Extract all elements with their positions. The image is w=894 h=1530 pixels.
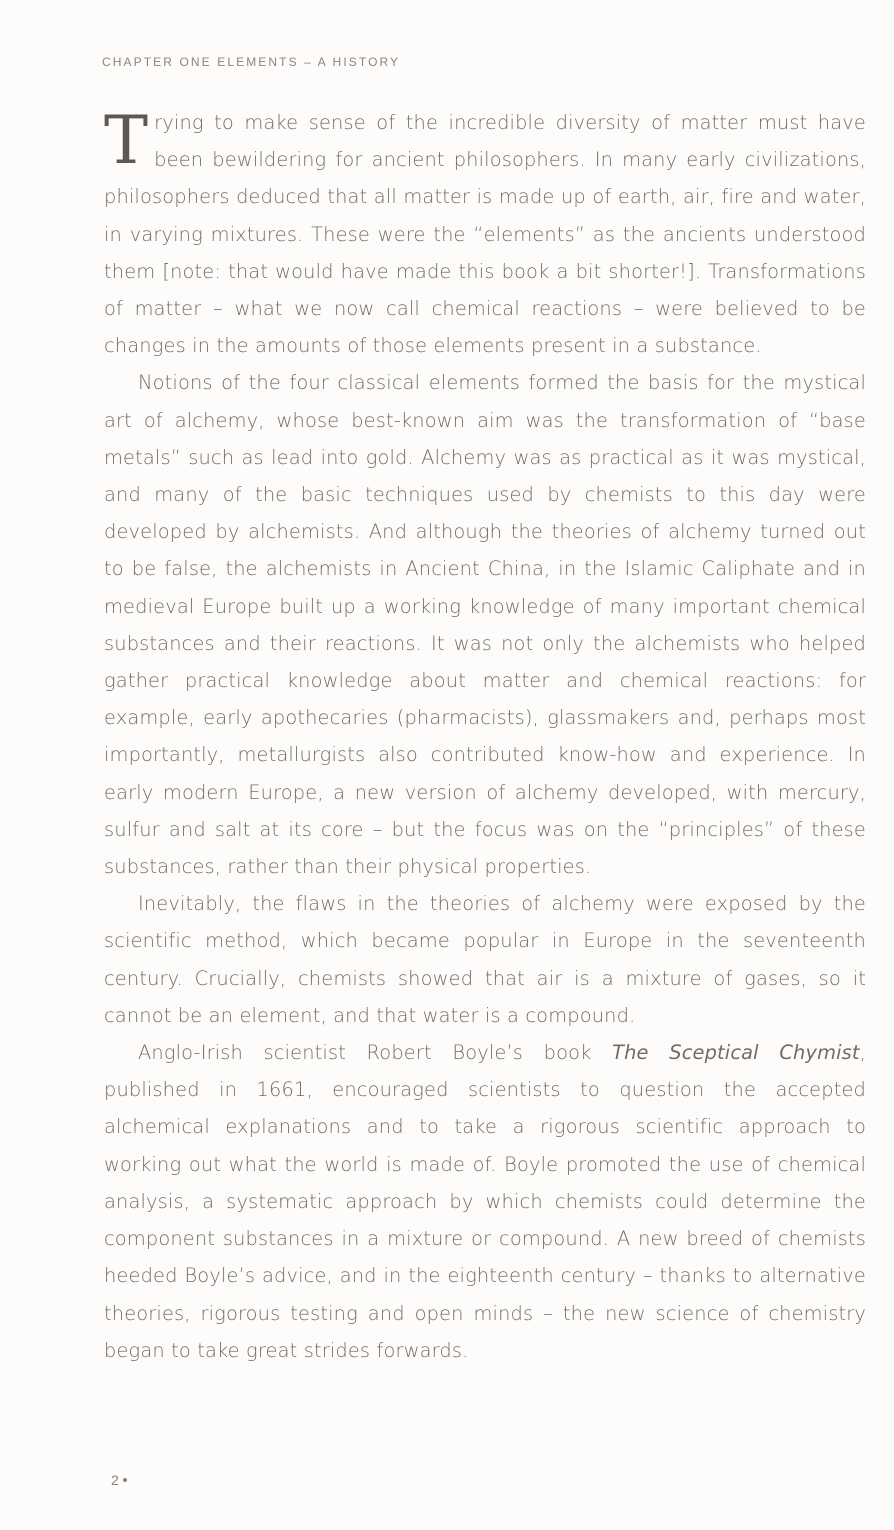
paragraph-3: Inevitably, the flaws in the theories of alchemy were exposed by the scientific method, which became popular in Europe in the seventeenth century. Crucially, chemists showed that air is a mixture of gases, so it cannot be an element, and that water is a compound. (104, 892, 866, 1027)
running-head: CHAPTER ONE ELEMENTS – A HISTORY (102, 55, 401, 69)
page-number (111, 1472, 127, 1488)
paragraph-4-text-after: , published in 1661, encouraged scientists to question the accepted alchemical explanations and to take a rigorous scientific approach to working out what the world is made of. Boyle promoted the use of chemical analysis, a systematic approach by which chemists could determine the component substances in a mixture or compound. A new breed of chemists heeded Boyle’s advice, and in the eighteenth century – thanks to alternative theories, rigorous testing and open minds – the new science of chemistry began to take great strides forwards. (104, 1041, 866, 1362)
paragraph-1 (104, 104, 866, 364)
book-title: The Sceptical Chymist (612, 1041, 860, 1065)
paragraph-2: Notions of the four classical elements formed the basis for the mystical art of alchemy, whose best-known aim was the transformation of “base metals” such as lead into gold. Alchemy was as practical as it was mystical, and many of the basic techniques used by chemists to this day were developed by alchemists. And although the theories of alchemy turned out to be false, the alchemists in Ancient China, in the Islamic Caliphate and in medieval Europe built up a working knowledge of many important chemical substances and their reactions. It was not only the alchemists who helped gather practical knowledge about matter and chemical reactions: for example, early apothecaries (pharmacists), glassmakers and, perhaps most importantly, metallurgists also contributed know-how and experience. In early modern Europe, a new version of alchemy developed, with mercury, sulfur and salt at its core – but the focus was on the “principles” of these substances, rather than their physical properties. (104, 371, 866, 879)
drop-cap: T (104, 102, 149, 179)
folio-bullet-icon (123, 1478, 127, 1482)
page-number-value: 2 (111, 1472, 119, 1488)
paragraph-4-text-before: Anglo-Irish scientist Robert Boyle’s book (138, 1041, 613, 1065)
paragraph-1-text: rying to make sense of the incredible diversity of matter must have been bewildering for ancient philosophers. In many early civilizations, philosophers deduced that all matter is made up of earth, air, fire and water, in varying mixtures. These were the “elements” as the ancients understood them [note: that would have made this book a bit shorter!]. Transformations of matter – what we now call chemical reactions – were believed to be changes in the amounts of those elements present in a substance. (104, 111, 866, 358)
body-text (104, 104, 866, 1369)
paragraph-4 (104, 1034, 866, 1369)
